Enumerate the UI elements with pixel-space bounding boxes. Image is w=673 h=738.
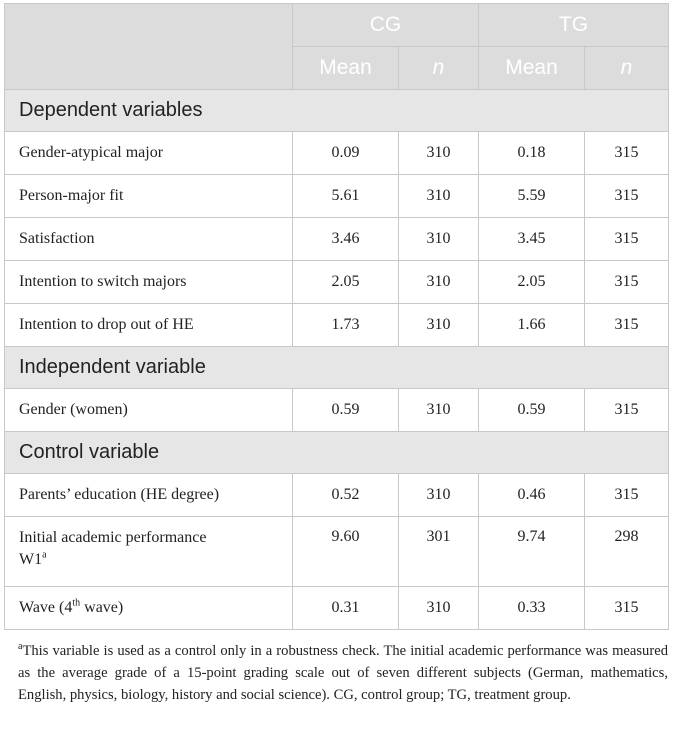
section-control-variable <box>5 432 669 474</box>
cg-n-cell: 310 <box>399 175 479 218</box>
header-cg-mean: Mean <box>293 47 399 90</box>
table-row <box>5 389 669 432</box>
descriptive-statistics-table <box>4 3 669 630</box>
footnote-marker: a <box>18 641 23 653</box>
row-label <box>5 587 293 630</box>
cg-n-cell: 310 <box>399 474 479 517</box>
header-tg: TG <box>479 4 669 47</box>
tg-n-cell: 315 <box>585 132 669 175</box>
tg-n-cell: 315 <box>585 175 669 218</box>
tg-mean-cell: 2.05 <box>479 261 585 304</box>
header-blank-cell <box>5 47 293 90</box>
tg-n-cell: 315 <box>585 474 669 517</box>
tg-n-cell: 315 <box>585 218 669 261</box>
cg-n-cell: 310 <box>399 587 479 630</box>
header-row-groups <box>5 4 669 47</box>
ordinal-suffix: th <box>72 597 81 609</box>
tg-mean-cell: 0.59 <box>479 389 585 432</box>
section-dependent-variables <box>5 90 669 132</box>
cg-mean-cell: 3.46 <box>293 218 399 261</box>
header-row-stats <box>5 47 669 90</box>
tg-mean-cell: 5.59 <box>479 175 585 218</box>
cg-mean-cell: 0.31 <box>293 587 399 630</box>
tg-n-cell: 315 <box>585 389 669 432</box>
table-row <box>5 587 669 630</box>
tg-n-cell: 298 <box>585 517 669 587</box>
table-row <box>5 304 669 347</box>
tg-mean-cell: 0.33 <box>479 587 585 630</box>
cg-n-cell: 301 <box>399 517 479 587</box>
row-label: Gender (women) <box>5 389 293 432</box>
cg-mean-cell: 9.60 <box>293 517 399 587</box>
section-title: Control variable <box>5 432 669 474</box>
header-tg-mean: Mean <box>479 47 585 90</box>
cg-mean-cell: 2.05 <box>293 261 399 304</box>
footnote-text: This variable is used as a control only in a robustness check. The initial academic performance was measured as the average grade of a 15-point grading scale out of seven different subjects (German, mathematics, English, physics, biology, history and social science). CG, control group; TG, treatment group. <box>18 643 668 703</box>
row-label: Intention to switch majors <box>5 261 293 304</box>
section-independent-variable <box>5 347 669 389</box>
table-row <box>5 132 669 175</box>
cg-n-cell: 310 <box>399 132 479 175</box>
tg-mean-cell: 9.74 <box>479 517 585 587</box>
cg-mean-cell: 5.61 <box>293 175 399 218</box>
section-title: Dependent variables <box>5 90 669 132</box>
row-label-line2: W1 <box>19 551 43 568</box>
cg-n-cell: 310 <box>399 304 479 347</box>
table-row <box>5 474 669 517</box>
tg-n-cell: 315 <box>585 261 669 304</box>
section-title: Independent variable <box>5 347 669 389</box>
row-label-post: wave) <box>80 599 124 616</box>
row-label-pre: Wave (4 <box>19 599 73 616</box>
row-label: Parents’ education (HE degree) <box>5 474 293 517</box>
tg-mean-cell: 0.46 <box>479 474 585 517</box>
cg-n-cell: 310 <box>399 389 479 432</box>
cg-mean-cell: 1.73 <box>293 304 399 347</box>
row-label: Person-major fit <box>5 175 293 218</box>
header-blank-cell <box>5 4 293 47</box>
row-label: Intention to drop out of HE <box>5 304 293 347</box>
row-label: Gender-atypical major <box>5 132 293 175</box>
cg-mean-cell: 0.52 <box>293 474 399 517</box>
tg-n-cell: 315 <box>585 587 669 630</box>
table-row <box>5 517 669 587</box>
header-cg: CG <box>293 4 479 47</box>
row-label: Satisfaction <box>5 218 293 261</box>
tg-n-cell: 315 <box>585 304 669 347</box>
table-row <box>5 218 669 261</box>
cg-n-cell: 310 <box>399 218 479 261</box>
row-label-line1: Initial academic performance <box>19 529 207 546</box>
cg-mean-cell: 0.09 <box>293 132 399 175</box>
table-row <box>5 261 669 304</box>
header-tg-n: n <box>585 47 669 90</box>
header-cg-n: n <box>399 47 479 90</box>
table-footnote <box>18 640 668 706</box>
footnote-marker: a <box>42 549 47 561</box>
cg-n-cell: 310 <box>399 261 479 304</box>
tg-mean-cell: 0.18 <box>479 132 585 175</box>
row-label <box>5 517 293 587</box>
cg-mean-cell: 0.59 <box>293 389 399 432</box>
tg-mean-cell: 3.45 <box>479 218 585 261</box>
tg-mean-cell: 1.66 <box>479 304 585 347</box>
table-row <box>5 175 669 218</box>
